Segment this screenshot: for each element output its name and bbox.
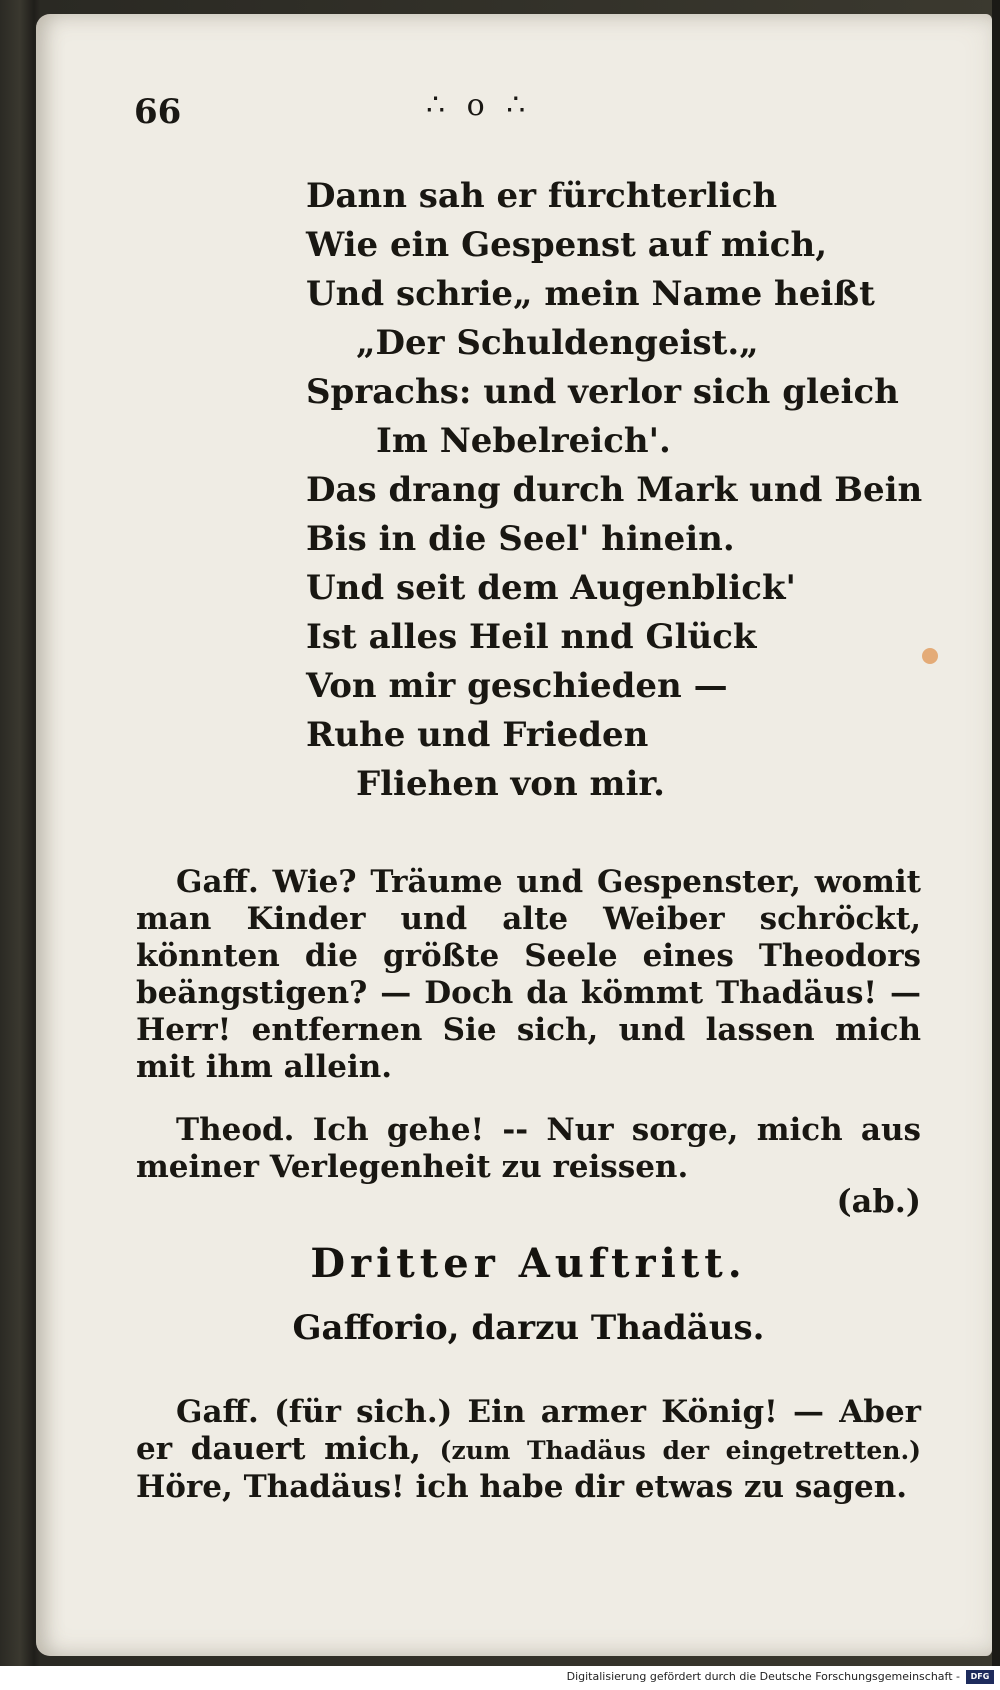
verse-line: Wie ein Gespenst auf mich, (306, 225, 828, 265)
paragraph-text: Wie? Träume und Gespenster, womit man Kinder und alte Weiber schröckt, könnten die größte Seele eines Theodors beängstigen? — Doch da kömmt Thadäus! — Herr! entfernen Sie sich, und lassen mich mit ihm allein. (136, 864, 921, 1085)
speaker-label: Gaff. (176, 864, 259, 900)
paragraph-theod (136, 1112, 921, 1186)
stage-direction: (zum Thadäus der eingetretten.) (439, 1436, 921, 1465)
verse-line: Im Nebelreich'. (376, 421, 671, 461)
verse-line: Ruhe und Frieden (306, 715, 649, 755)
paragraph-gaff-1 (136, 864, 921, 1086)
verse-line: Fliehen von mir. (356, 764, 666, 804)
verse-block (306, 172, 926, 809)
book-page (36, 14, 992, 1656)
scene-title: Dritter Auftritt. (310, 1240, 747, 1287)
digitization-footer (0, 1666, 1000, 1690)
paragraph-text: Höre, Thadäus! ich habe dir etwas zu sagen. (136, 1469, 908, 1505)
verse-line: „Der Schuldengeist.„ (356, 323, 759, 363)
funding-note: Digitalisierung gefördert durch die Deutsche Forschungsgemeinschaft - (566, 1670, 960, 1683)
verse-line: Ist alles Heil nnd Glück (306, 617, 757, 657)
speaker-label: Theod. (176, 1112, 295, 1148)
speaker-label: Gaff. (176, 1394, 259, 1430)
paragraph-text: (für sich.) Ein armer König! — Aber er dauert mich, (136, 1394, 922, 1467)
paragraph-gaff-2 (136, 1394, 921, 1506)
dfg-logo: DFG (966, 1670, 994, 1684)
verse-line: Von mir geschieden — (306, 666, 728, 706)
scene-persons: Gafforio, darzu Thadäus. (292, 1308, 765, 1348)
header-ornament: ∴ o ∴ (426, 88, 532, 123)
verse-line: Und seit dem Augenblick' (306, 568, 796, 608)
stage-direction-exit: (ab.) (836, 1182, 921, 1220)
verse-line: Bis in die Seel' hinein. (306, 519, 735, 559)
verse-line: Und schrie„ mein Name heißt (306, 274, 875, 314)
verse-line: Dann sah er fürchterlich (306, 176, 778, 216)
verse-line: Sprachs: und verlor sich gleich (306, 372, 899, 412)
paragraph-text: Ich gehe! -- Nur sorge, mich aus meiner Verlegenheit zu reissen. (136, 1112, 922, 1185)
page-number: 66 (134, 92, 182, 132)
verse-line: Das drang durch Mark und Bein (306, 470, 923, 510)
paper-stain (922, 648, 938, 664)
